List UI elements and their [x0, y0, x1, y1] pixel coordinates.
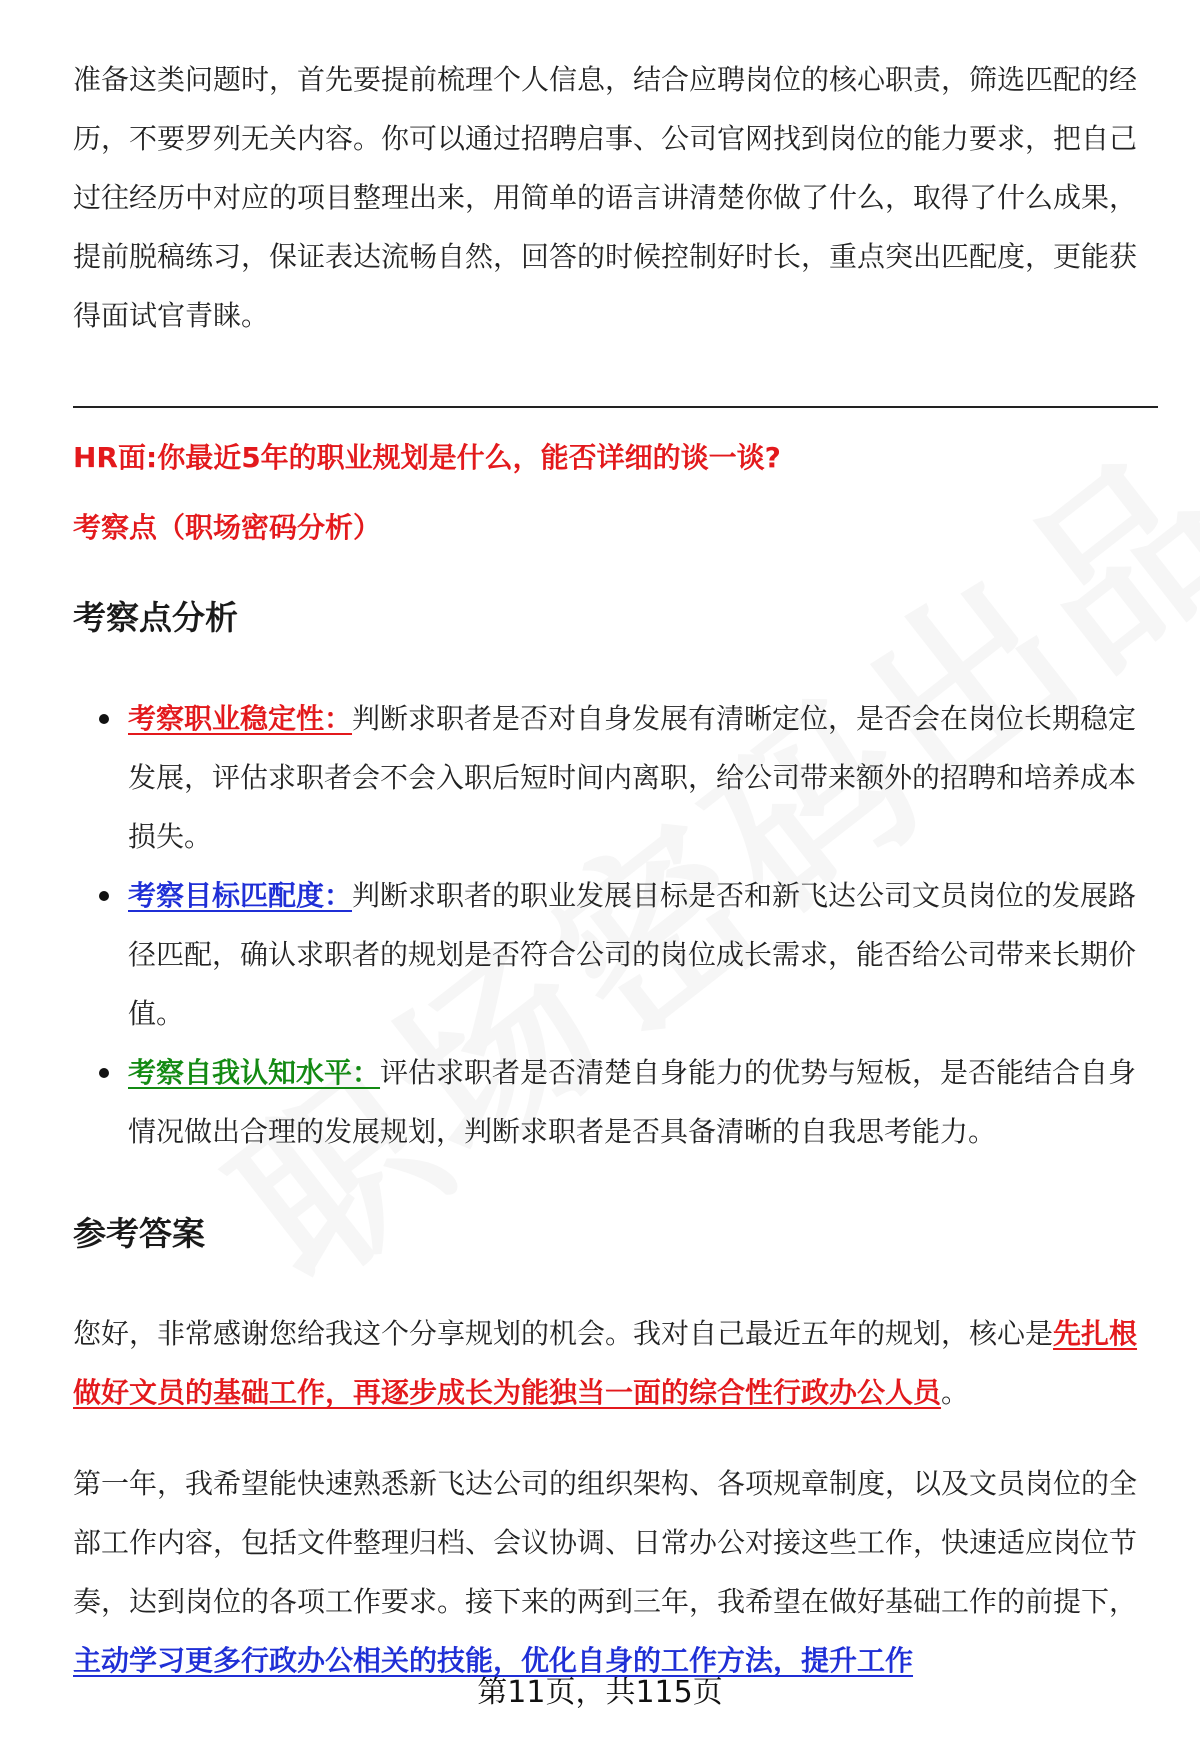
point-text: 评估求职者是否清楚自身能力的优势与短板，是否能结合自身情况做出合理的发展规划，判断求职者是否具备清晰的自我思考能力。 — [128, 1056, 1137, 1148]
bullet-icon — [99, 1068, 109, 1078]
answer-heading: 参考答案 — [73, 1214, 205, 1253]
section-divider — [73, 406, 1158, 408]
exam-point-title: 考察点（职场密码分析） — [73, 511, 382, 544]
answer-paragraph-1 — [73, 1304, 1145, 1422]
answer-text: 。 — [941, 1376, 970, 1409]
page-footer: 第11页，共115页 — [477, 1675, 723, 1710]
answer-text: 您好，非常感谢您给我这个分享规划的机会。我对自己最近五年的规划，核心是 — [73, 1317, 1054, 1350]
analysis-heading: 考察点分析 — [73, 598, 238, 637]
bullet-icon — [99, 714, 109, 724]
list-item — [73, 866, 1153, 1043]
point-text: 判断求职者是否对自身发展有清晰定位，是否会在岗位长期稳定发展，评估求职者会不会入职后短时间内离职，给公司带来额外的招聘和培养成本损失。 — [128, 702, 1137, 853]
point-label: 考察自我认知水平： — [128, 1056, 381, 1089]
bullet-icon — [99, 891, 109, 901]
list-item — [73, 1043, 1153, 1161]
answer-highlight: 先扎根做好文员的基础工作，再逐步成长为能独当一面的综合性行政办公人员 — [73, 1317, 1138, 1409]
point-label: 考察目标匹配度： — [128, 879, 353, 912]
answer-text: 第一年，我希望能快速熟悉新飞达公司的组织架构、各项规章制度，以及文员岗位的全部工作内容，包括文件整理归档、会议协调、日常办公对接这些工作，快速适应岗位节奏，达到岗位的各项工作要求。接下来的两到三年，我希望在做好基础工作的前提下， — [73, 1467, 1138, 1618]
question-title: HR面:你最近5年的职业规划是什么，能否详细的谈一谈? — [73, 441, 781, 474]
point-text: 判断求职者的职业发展目标是否和新飞达公司文员岗位的发展路径匹配，确认求职者的规划是否符合公司的岗位成长需求，能否给公司带来长期价值。 — [128, 879, 1137, 1030]
intro-paragraph: 准备这类问题时，首先要提前梳理个人信息，结合应聘岗位的核心职责，筛选匹配的经历，不要罗列无关内容。你可以通过招聘启事、公司官网找到岗位的能力要求，把自己过往经历中对应的项目整理出来，用简单的语言讲清楚你做了什么，取得了什么成果，提前脱稿练习，保证表达流畅自然，回答的时候控制好时长，重点突出匹配度，更能获得面试官青睐。 — [73, 63, 1138, 332]
answer-paragraph-2 — [73, 1454, 1145, 1690]
analysis-list — [73, 689, 1153, 1161]
point-label: 考察职业稳定性： — [128, 702, 353, 735]
list-item — [73, 689, 1153, 866]
answer-highlight: 主动学习更多行政办公相关的技能，优化自身的工作方法，提升工作 — [73, 1644, 914, 1677]
